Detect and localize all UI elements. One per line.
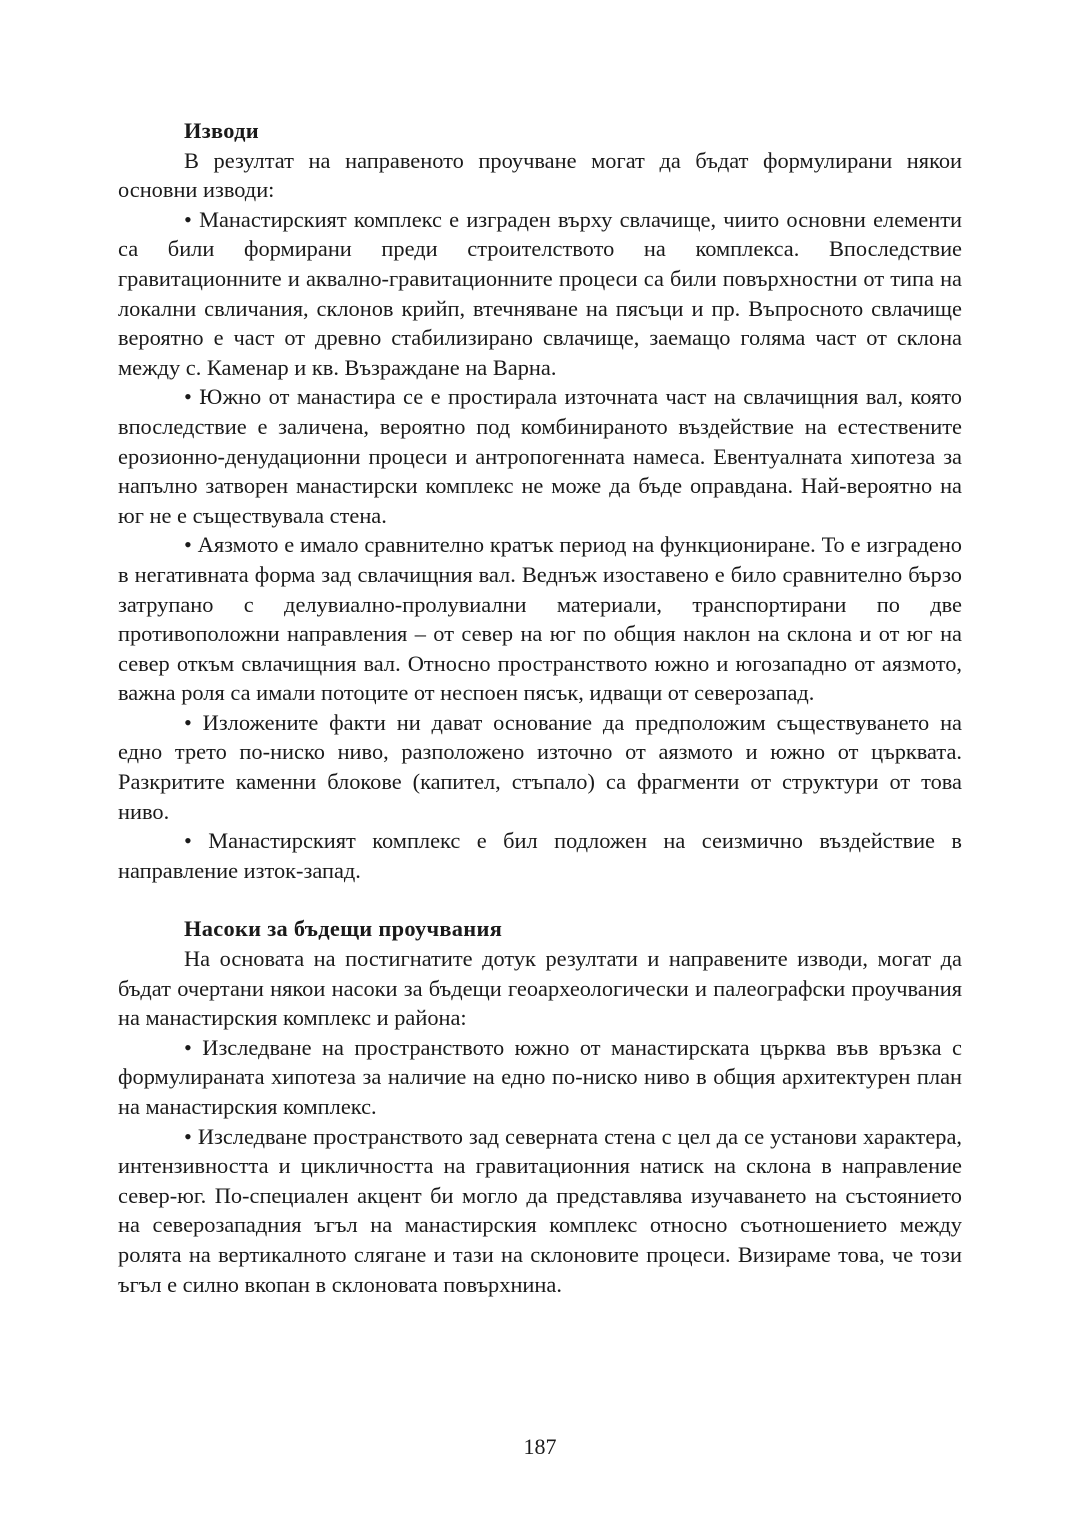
bullet-paragraph: • Изследване пространството зад северната стена с цел да се установи характера, интензивността и цикличността на гравитационния натиск на склона в направление север-юг. По-специален акцент би могло да представлява изучаването на състоянието на северозападния ъгъл на манастирския комплекс относно съотношението между ролята на вертикалното слягане и тази на склоновите процеси. Визираме това, че този ъгъл е силно вкопан в склоновата повърхнина.	[118, 1123, 962, 1297]
bullet-paragraph: • Манастирският комплекс е изграден върху свлачище, чиито основни елементи са били формирани преди строителството на комплекса. Впоследствие гравитационните и аквално-гравитационните процеси са били повърхностни от типа на локални свличания, склонов крийп, втечняване на пясъци и пр. Въпросното свлачище вероятно е част от древно стабилизирано свлачище, заемащо голяма част от склона между с. Каменар и кв. Възраждане на Варна.	[118, 206, 962, 380]
bullet-paragraph: • Манастирският комплекс е бил подложен на сеизмично въздействие в направление изток-запад.	[118, 828, 962, 883]
bullet-paragraph: • Изследване на пространството южно от манастирската църква във връзка с формулираната хипотеза за наличие на едно по-ниско ниво в общия архитектурен план на манастирския комплекс.	[118, 1034, 962, 1119]
bullet-paragraph: • Аязмото е имало сравнително кратък период на функциониране. То е изградено в негативната форма зад свлачищния вал. Веднъж изоставено е било сравнително бързо затрупано с делувиално-пролувиални материали, транспортирани по две противоположни направления – от север на юг по общия наклон на склона и от юг на север откъм свлачищния вал. Относно пространството южно и югозападно от аязмото, важна роля са имали потоците от неспоен пясък, идващи от северозапад.	[118, 532, 962, 706]
section-heading-conclusions: Изводи	[184, 118, 259, 143]
section-spacer	[118, 885, 962, 914]
bullet-paragraph: • Изложените факти ни дават основание да предположим съществуването на едно трето по-ниско ниво, разположено източно от аязмото и южно от църквата. Разкритите каменни блокове (капител, стъпало) са фрагменти от структури от това ниво.	[118, 709, 962, 824]
paragraph-intro: В резултат на направеното проучване могат да бъдат формулирани някои основни изводи:	[118, 147, 962, 203]
page-body	[118, 116, 962, 1299]
paragraph-intro: На основата на постигнатите дотук резултати и направените изводи, могат да бъдат очертани някои насоки за бъдещи геоархеологически и палеографски проучвания на манастирския комплекс и района:	[118, 946, 962, 1031]
page-number: 187	[523, 1434, 557, 1459]
section-heading-future-research: Насоки за бъдещи проучвания	[184, 916, 503, 942]
bullet-paragraph: • Южно от манастира се е простирала източната част на свлачищния вал, която впоследствие е заличена, вероятно под комбинираното въздействие на естествените ерозионно-денудационни процеси и антропогенната намеса. Евентуалната хипотеза за напълно затворен манастирски комплекс не може да бъде оправдана. Най-вероятно на юг не е съществувала стена.	[118, 384, 962, 528]
